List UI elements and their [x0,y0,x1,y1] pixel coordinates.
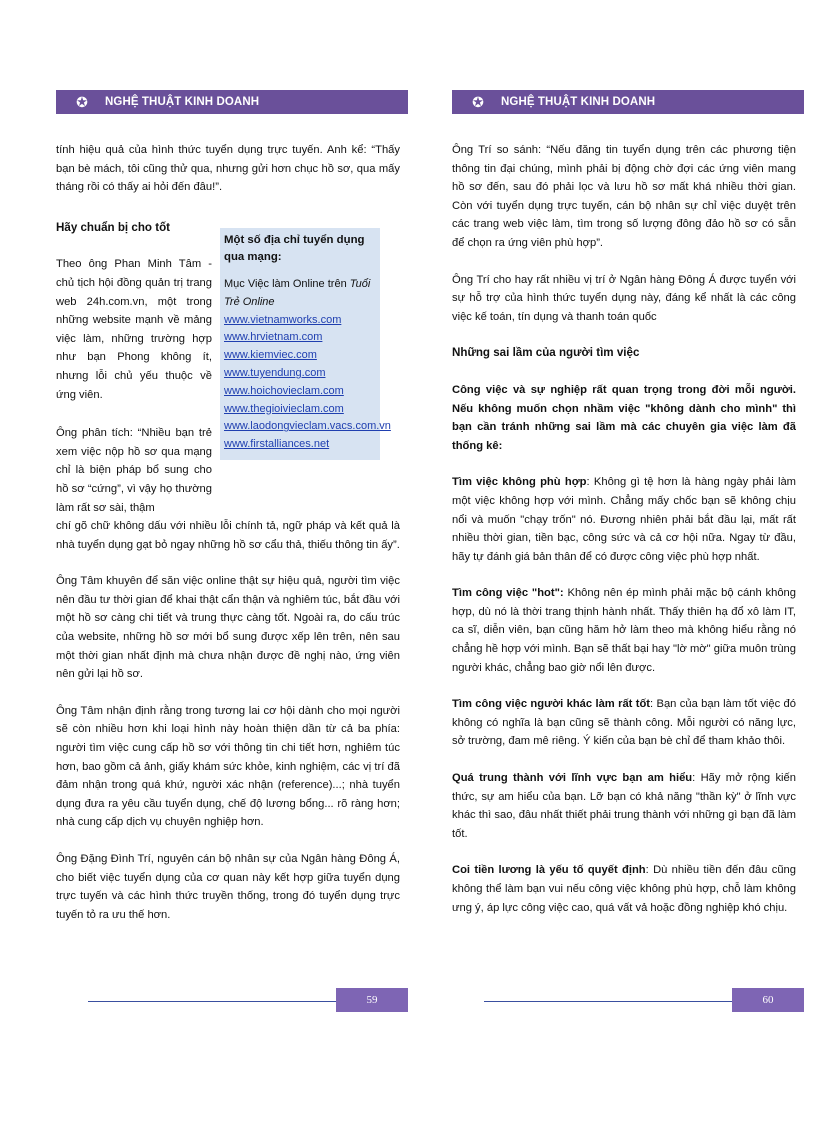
paragraph-future: Ông Tâm nhận định rằng trong tương lai cơ hội dành cho mọi người sẽ còn nhiều hơn khi loại hình này hoàn thiện dần từ cả ba phía: người tìm việc cung cấp hồ sơ với thông tin chi tiết hơn, nghiêm túc hơn, bao gồm cả ảnh, giấy khám sức khỏe, kinh nghiệm, các vị trí đã đảm nhận trong quá khứ, người xác nhận (reference)...; nhà tuyển dụng đưa ra yêu cầu tuyển dụng, chế độ lương bổng... rõ ràng hơn; nhà cung cấp dịch vụ chuyên nghiệp hơn. [56,704,400,829]
column-text [56,255,212,517]
film-reel-icon: ✪ [472,93,484,110]
banner-title: NGHỆ THUẬT KINH DOANH [501,96,656,108]
mistake-item: Tìm công việc người khác làm rất tốt: Bạn của bạn làm tốt việc đó không có nghĩa là bạn cũng sẽ thành công. Mỗi người có năng lực, sở trường, đam mê riêng. Ý kiến của bạn bè chỉ để tham khảo thôi. [452,698,797,748]
footer-rule [88,1001,378,1002]
left-page [28,0,408,1123]
mistake-item: Tìm việc không phù hợp: Không gì tệ hơn là hàng ngày phải làm một việc không hợp với mình. Chẳng mấy chốc bạn sẽ không chịu nổi và muốn "chạy trốn" nó. Đương nhiên phải bắt đầu lại, mất rất nhiều thời gian, tiền bạc, công sức và cả cơ hội nữa. Ngay từ đầu, hãy tự đánh giá bản thân để có được công việc phù hợp nhất. [452,476,796,563]
section-heading: Hãy chuẩn bị cho tốt [56,220,171,234]
section-heading: Những sai lầm của người tìm việc [452,346,640,360]
sidebar-intro-italic: Tuổi Trẻ Online [224,278,371,308]
intro-paragraph: tính hiệu quả của hình thức tuyển dụng trực tuyến. Anh kể: “Thấy bạn bè mách, tôi cũng thử qua, nhưng gửi hơn chục hồ sơ, qua mấy tháng rồi có thấy ai hỏi đến đâu!”. [56,144,400,194]
sidebar-link[interactable]: www.thegioivieclam.com [224,402,344,415]
page-number: 60 [732,988,804,1012]
mistake-item: Quá trung thành với lĩnh vực bạn am hiểu: Hãy mở rộng kiến thức, sự am hiểu của bạn. Lỡ bạn có khả năng "thần kỳ" ở lĩnh vực khác thì sao, đâu nhất thiết phải trung thành với những gì bạn đã làm tốt. [452,772,796,840]
sidebar-link[interactable]: www.firstalliances.net [224,438,330,451]
sidebar-link[interactable]: www.kiemviec.com [224,349,317,362]
right-page [424,0,804,1123]
sidebar-title: Một số địa chỉ tuyển dụng qua mạng: [224,234,365,263]
right-body [452,141,796,935]
page-number: 59 [336,988,408,1012]
section-banner [452,90,804,114]
sidebar-intro: Mục Việc làm Online trên Tuổi Trẻ Online [224,278,371,308]
sidebar-link[interactable]: www.tuyendung.com [224,366,326,379]
sidebar-link[interactable]: www.laodongvieclam.vacs.com.vn [224,420,391,433]
banner-title: NGHỆ THUẬT KINH DOANH [105,96,260,108]
sidebar-box [220,228,391,460]
paragraph-tam: Theo ông Phan Minh Tâm - chủ tịch hội đồng quản trị trang web 24h.com.vn, một trong những website mạnh về mảng việc làm, những trường hợp như bạn Phong không ít, nhưng lỗi chủ yếu thuộc về ứng viên. [56,258,212,401]
footer-rule [484,1001,774,1002]
paragraph-compare: Ông Trí so sánh: “Nếu đăng tin tuyển dụng trên các phương tiện thông tin đại chúng, mình phải bị động chờ đợi các ứng viên mang hồ sơ đến, sau đó phải lọc và lưu hồ sơ mất khá nhiều thời gian. Còn với tuyển dụng trực tuyến, cán bộ nhân sự chỉ việc duyệt trên các trang web việc làm, tìm trong số lượng đông đảo hồ sơ có sẵn để chọn ra ứng viên phù hợp”. [452,144,796,249]
paragraph-positions: Ông Trí cho hay rất nhiều vị trí ở Ngân hàng Đông Á được tuyển với sự hỗ trợ của hình thức tuyển dụng này, đáng kể nhất là các công việc kế toán, tín dụng và thanh toán quốc [452,273,796,323]
mistake-item: Tìm công việc "hot": Không nên ép mình phải mặc bộ cánh không hợp, dù nó là thời trang thịnh hành nhất. Thấy thiên hạ đổ xô làm IT, ca sĩ, diễn viên, bạn cũng hăm hở làm theo mà không hiểu rằng nó chẳng hề hợp với mình. Bạn sẽ thất bại hay "lờ mờ" giữa muôn trùng người khác, chẳng bao giờ nổi lên được. [452,587,796,674]
paragraph-analysis: Ông phân tích: “Nhiều bạn trẻ xem việc nộp hồ sơ qua mạng chỉ là biện pháp bổ sung cho hồ sơ “cứng”, vì vậy họ thường làm rất sơ sài, thậm [56,427,212,514]
sidebar-link[interactable]: www.hrvietnam.com [224,331,323,344]
section-banner [56,90,408,114]
sidebar-link[interactable]: www.vietnamworks.com [224,313,342,326]
mistake-item: Coi tiền lương là yếu tố quyết định: Dù nhiều tiền đến đâu cũng không thể làm bạn vui nếu công việc không phù hợp, chỗ làm không ưng ý, áp lực công việc cao, quá vất vả hoặc đồng nghiệp khó chịu. [452,864,796,914]
lead-paragraph: Công việc và sự nghiệp rất quan trọng trong đời mỗi người. Nếu không muốn chọn nhầm việc "không dành cho mình" thì bạn cần tránh những sai lầm mà các chuyên gia việc làm đã thống kê: [452,383,796,452]
film-reel-icon: ✪ [76,93,88,110]
sidebar-link[interactable]: www.hoichovieclam.com [224,384,344,397]
paragraph-tri: Ông Đặng Đình Trí, nguyên cán bộ nhân sự của Ngân hàng Đông Á, cho biết việc tuyển dụng của cơ quan này kết hợp giữa tuyển dụng trực tuyến và các hình thức truyền thống, trong đó tuyển dụng trực tuyến tỏ ra ưu thế hơn. [56,853,400,921]
paragraph-analysis-cont: chí gõ chữ không dấu với nhiều lỗi chính tả, ngữ pháp và kết quả là nhà tuyển dụng gạt bỏ ngay những hồ sơ cẩu thả, thiếu thông tin ấy”. [56,520,400,551]
paragraph-advice: Ông Tâm khuyên để săn việc online thật sự hiệu quả, người tìm việc nên đầu tư thời gian để khai thật cẩn thận và nghiêm túc, bắt đầu với một hồ sơ càng chi tiết và trung thực càng tốt. Ngoài ra, do cấu trúc của website, những hồ sơ mới bổ sung được xếp lên trên, nên sau một thời gian nhất định mà chưa nhận được đề nghị nào, ứng viên nên gửi lại hồ sơ. [56,575,400,681]
